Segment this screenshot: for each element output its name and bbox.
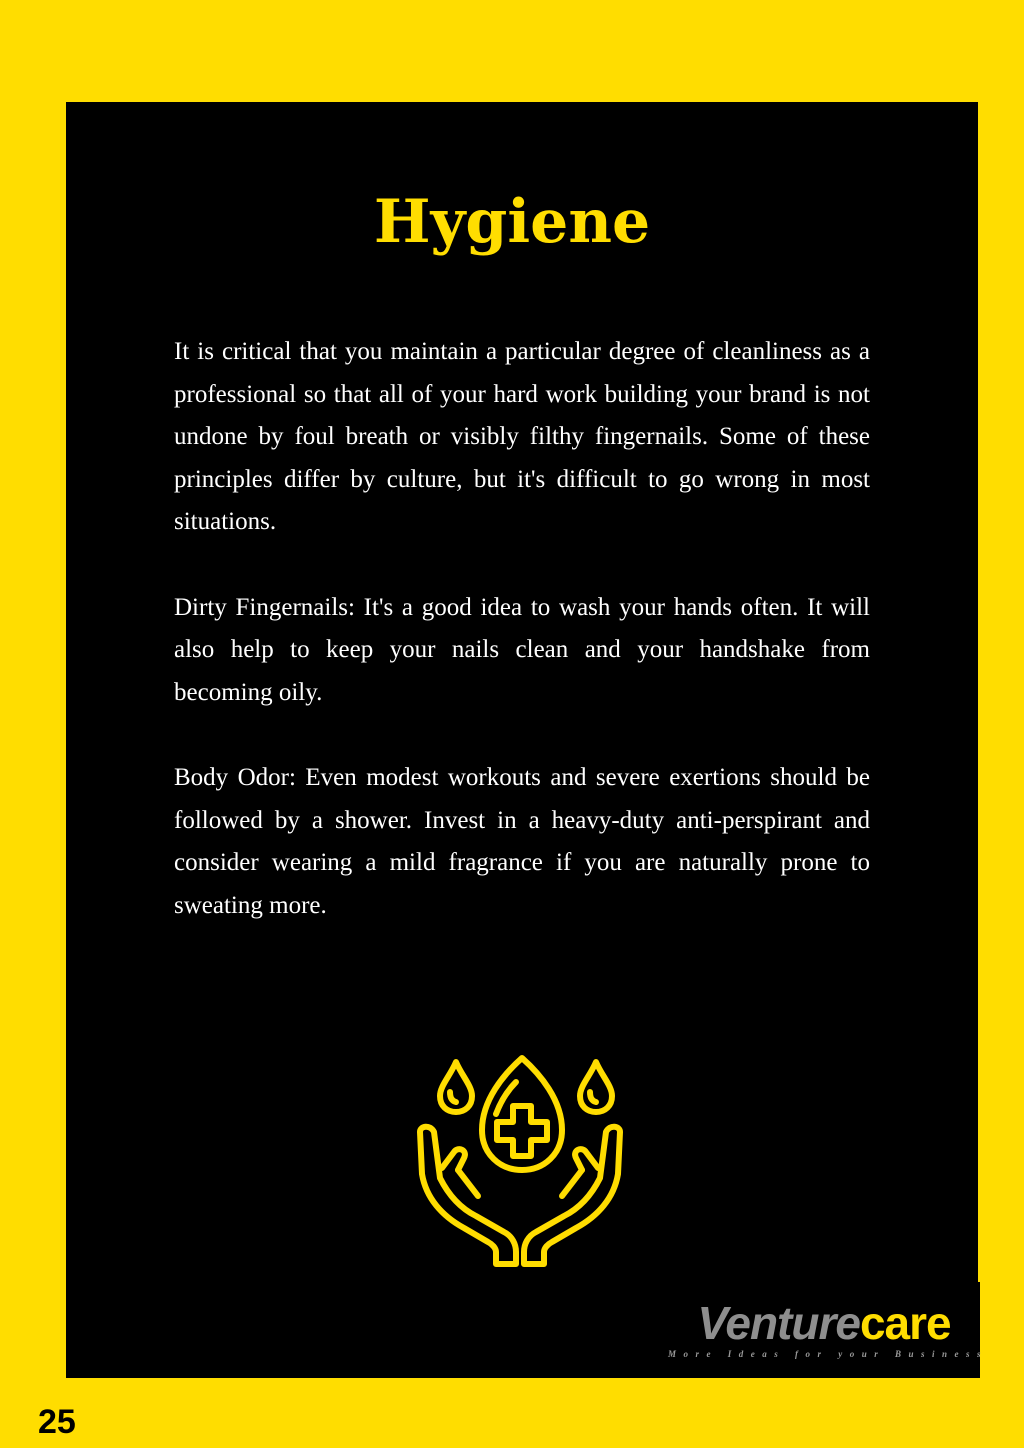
page-number: 25	[38, 1403, 76, 1441]
venturecare-logo	[668, 1282, 989, 1378]
logo-wordmark	[668, 1296, 980, 1350]
logo-brand-part1: Venture	[697, 1297, 860, 1349]
paragraph-intro: It is critical that you maintain a particular degree of cleanliness as a professional so that all of your hard work building your brand is not undone by foul breath or visibly filthy fingernails. Some of these principles differ by culture, but it's difficult to go wrong in most situations.	[174, 338, 870, 536]
logo-brand-part2: care	[859, 1297, 951, 1349]
paragraph-dirty-fingernails: Dirty Fingernails: It's a good idea to wash your hands often. It will also help to keep your nails clean and your handshake from becoming oily.	[174, 593, 870, 706]
hands-holding-sanitizer-drop-icon	[412, 1052, 628, 1268]
logo-tagline: More Ideas for your Business	[668, 1349, 989, 1359]
body-text	[174, 331, 870, 970]
paragraph-body-odor: Body Odor: Even modest workouts and severe exertions should be followed by a shower. Invest in a heavy-duty anti-perspirant and consider wearing a mild fragrance if you are naturally prone to sweating more.	[174, 763, 870, 919]
page-title: Hygiene	[373, 187, 651, 257]
